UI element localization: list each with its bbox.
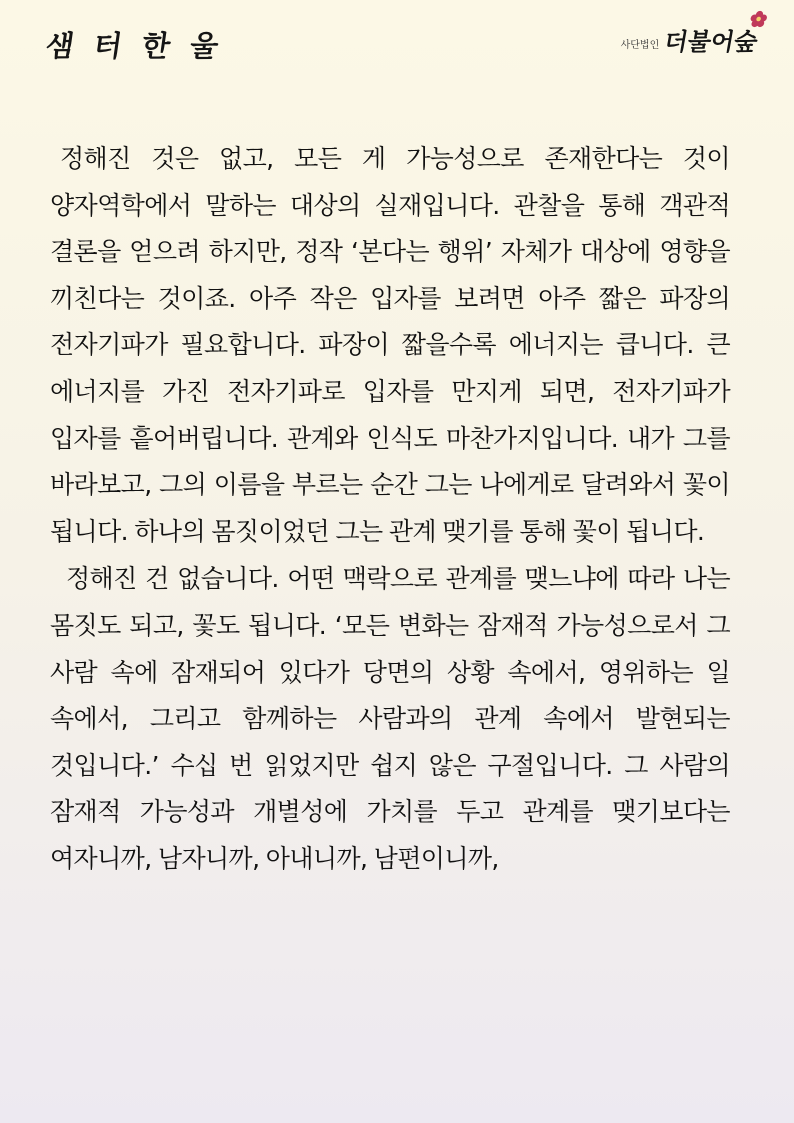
paragraph-2: 정해진 건 없습니다. 어떤 맥락으로 관계를 맺느냐에 따라 나는 몸짓도 되고, 꽃도 됩니다. ‘모든 변화는 잠재적 가능성으로서 그 사람 속에 잠재되어 있다가 당면의 상황 속에서, 영위하는 일 속에서, 그리고 함께하는 사람과의 관계 속에서 발현되는 것입니다.’ 수십 번 읽었지만 쉽지 않은 구절입니다. 그 사람의 잠재적 가능성과 개별성에 가치를 두고 관계를 맺기보다는 여자니까, 남자니까, 아내니까, 남편이니까, bbox=[50, 564, 730, 873]
logo-saemteo-hanul: 샘 터 한 울 bbox=[43, 29, 226, 63]
paragraph-1: 정해진 것은 없고, 모든 게 가능성으로 존재한다는 것이 양자역학에서 말하는 대상의 실재입니다. 관찰을 통해 객관적 결론을 얻으려 하지만, 정작 ‘본다는 행위’ 자체가 대상에 영향을 끼친다는 것이죠. 아주 작은 입자를 보려면 아주 짧은 파장의 전자기파가 필요합니다. 파장이 짧을수록 에너지는 큽니다. 큰 에너지를 가진 전자기파로 입자를 만지게 되면, 전자기파가 입자를 흩어버립니다. 관계와 인식도 마찬가지입니다. 내가 그를 바라보고, 그의 이름을 부르는 순간 그는 나에게로 달려와서 꽃이 됩니다. 하나의 몸짓이었던 그는 관계 맺기를 통해 꽃이 됩니다. bbox=[50, 144, 730, 546]
logo-name bbox=[662, 22, 761, 57]
logo-prefix: 사단법인 bbox=[620, 40, 660, 51]
logo-deobureosup bbox=[620, 22, 761, 57]
article-body bbox=[50, 136, 730, 883]
flower-icon bbox=[748, 10, 769, 28]
logo-name-text: 더불어숲 bbox=[662, 27, 761, 56]
page-header bbox=[0, 0, 794, 80]
